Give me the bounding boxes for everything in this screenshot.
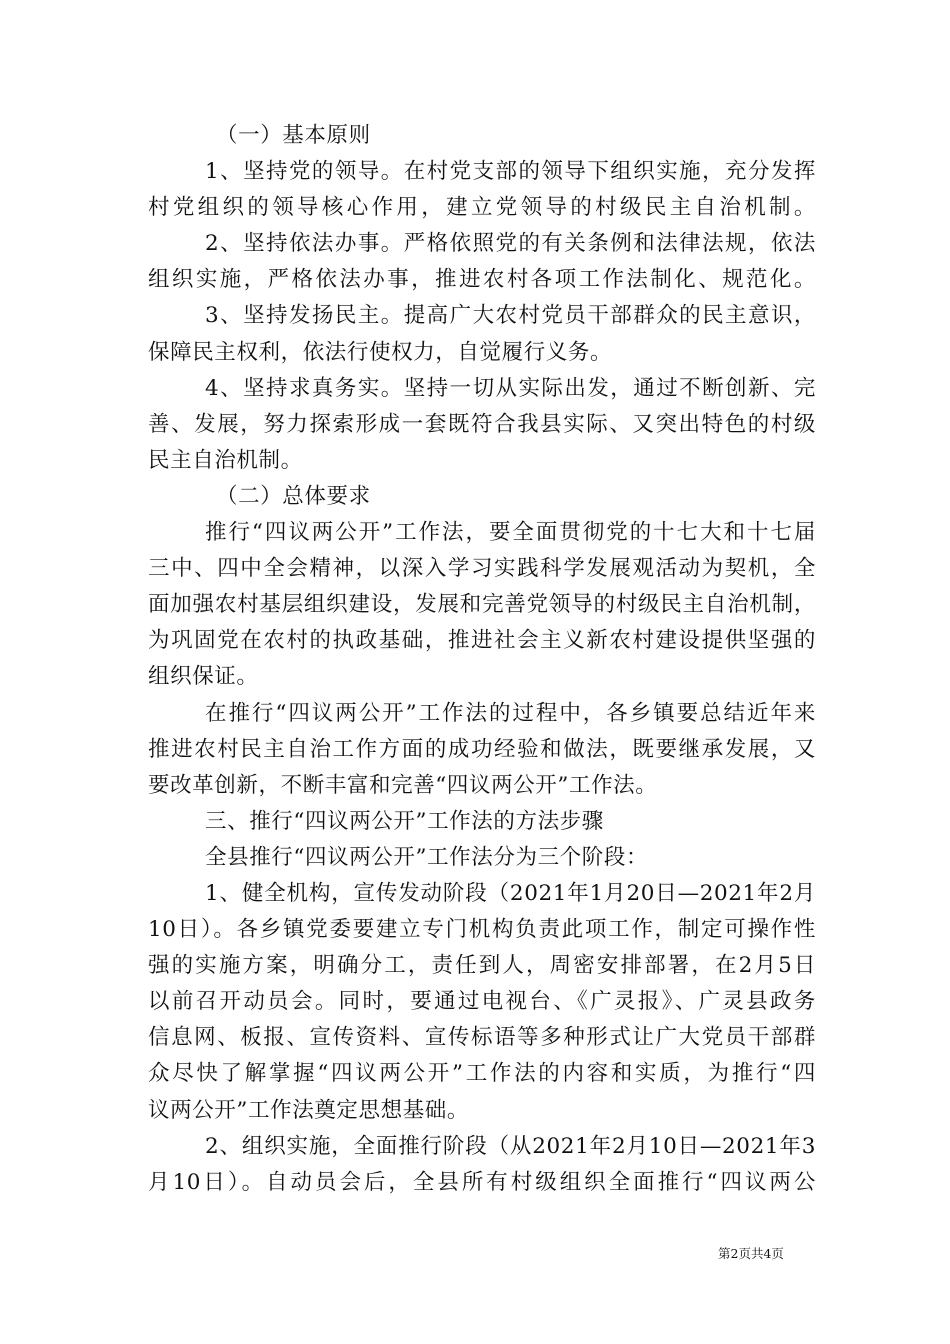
- paragraph-line: 保障民主权利，依法行使权力，自觉履行义务。: [148, 339, 613, 365]
- paragraph-line: 善、发展，努力探索形成一套既符合我县实际、又突出特色的村级: [148, 411, 816, 437]
- paragraph-line: 组织实施，严格依法办事，推进农村各项工作法制化、规范化。: [148, 267, 816, 293]
- section-heading-overall-requirements: （二）总体要求: [216, 483, 371, 509]
- paragraph-line: 2、坚持依法办事。严格依照党的有关条例和法律法规，依法: [205, 231, 816, 257]
- paragraph-line: 10日）。各乡镇党委要建立专门机构负责此项工作，制定可操作性: [148, 917, 816, 943]
- section-heading-method-steps: 三、推行“四议两公开”工作法的方法步骤: [205, 808, 604, 834]
- paragraph-line: 全县推行“四议两公开”工作法分为三个阶段：: [205, 844, 649, 870]
- paragraph-line: 议两公开”工作法奠定思想基础。: [148, 1097, 469, 1123]
- paragraph-line: 面加强农村基层组织建设，发展和完善党领导的村级民主自治机制，: [148, 592, 816, 618]
- paragraph-line: 以前召开动员会。同时，要通过电视台、《广灵报》、广灵县政务: [148, 989, 816, 1015]
- paragraph-line: 强的实施方案，明确分工，责任到人，周密安排部署，在2月5日: [148, 953, 816, 979]
- paragraph-line: 组织保证。: [148, 664, 259, 690]
- paragraph-line: 在推行“四议两公开”工作法的过程中，各乡镇要总结近年来: [205, 700, 816, 726]
- paragraph-line: 民主自治机制。: [148, 447, 303, 473]
- paragraph-line: 众尽快了解掌握“四议两公开”工作法的内容和实质，为推行“四: [148, 1061, 816, 1087]
- paragraph-line: 要改革创新，不断丰富和完善“四议两公开”工作法。: [148, 772, 658, 798]
- paragraph-line: 为巩固党在农村的执政基础，推进社会主义新农村建设提供坚强的: [148, 628, 816, 654]
- paragraph-line: 月10日）。自动员会后，全县所有村级组织全面推行“四议两公: [148, 1169, 816, 1195]
- paragraph-line: 推行“四议两公开”工作法，要全面贯彻党的十七大和十七届: [205, 520, 816, 546]
- paragraph-line: 推进农村民主自治工作方面的成功经验和做法，既要继承发展，又: [148, 736, 816, 762]
- paragraph-line: 村党组织的领导核心作用，建立党领导的村级民主自治机制。: [148, 195, 816, 221]
- paragraph-line: 1、健全机构，宣传发动阶段（2021年1月20日—2021年2月: [205, 880, 816, 906]
- paragraph-line: 3、坚持发扬民主。提高广大农村党员干部群众的民主意识，: [205, 303, 816, 329]
- paragraph-line: 信息网、板报、宣传资料、宣传标语等多种形式让广大党员干部群: [148, 1025, 816, 1051]
- page-number-footer: 第2页共4页: [718, 1246, 784, 1261]
- paragraph-line: 1、坚持党的领导。在村党支部的领导下组织实施，充分发挥: [205, 159, 816, 185]
- section-heading-basic-principles: （一）基本原则: [216, 123, 371, 148]
- paragraph-line: 4、坚持求真务实。坚持一切从实际出发，通过不断创新、完: [205, 375, 816, 401]
- paragraph-line: 三中、四中全会精神，以深入学习实践科学发展观活动为契机，全: [148, 556, 816, 582]
- paragraph-line: 2、组织实施，全面推行阶段（从2021年2月10日—2021年3: [205, 1133, 816, 1159]
- document-body: [148, 118, 816, 1201]
